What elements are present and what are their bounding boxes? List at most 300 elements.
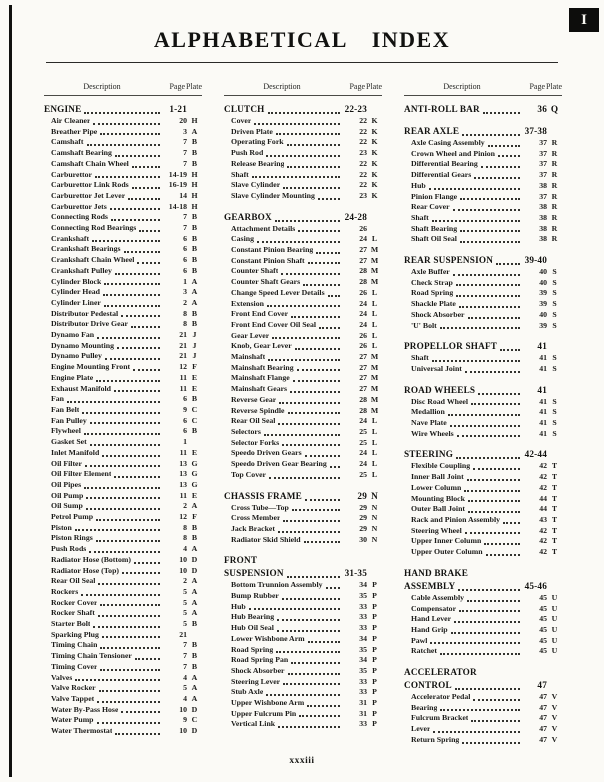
- entry-description: Starter Bolt: [51, 619, 91, 629]
- entry-plate: T: [551, 547, 558, 557]
- entry-page: 33: [359, 612, 367, 622]
- entry-plate: K: [371, 169, 378, 179]
- dot-leader: [456, 284, 520, 286]
- entry-description: Cylinder Head: [51, 287, 101, 297]
- entry-page: 8: [183, 533, 187, 543]
- dot-leader: [89, 551, 160, 553]
- entry-page: 38: [539, 223, 547, 233]
- entry-page: 27: [359, 352, 367, 362]
- entry-description: Compensator: [411, 603, 457, 613]
- index-entry: [44, 277, 202, 288]
- index-entry: [44, 705, 202, 716]
- entry-description: Road Spring Pan: [231, 655, 289, 665]
- entry-plate: A: [191, 586, 198, 596]
- index-entry: [404, 494, 562, 505]
- entry-description: Camshaft Bearing: [51, 148, 112, 158]
- index-entry: [224, 677, 382, 688]
- dot-leader: [275, 220, 340, 222]
- entry-page: 40: [539, 309, 547, 319]
- entry-description: Oil Filter Element: [51, 469, 112, 479]
- dot-leader: [440, 653, 520, 655]
- index-entry: [404, 692, 562, 703]
- entry-plate: L: [371, 469, 378, 479]
- index-section: [404, 448, 562, 557]
- dot-leader: [121, 711, 160, 713]
- section-page: 36: [537, 104, 547, 114]
- entry-plate: K: [371, 116, 378, 125]
- index-entry: [44, 373, 202, 384]
- dot-leader: [134, 562, 160, 564]
- entry-plate: R: [551, 223, 558, 233]
- entry-description: Oil Pump: [51, 490, 84, 500]
- index-entry: [404, 159, 562, 170]
- section-title-row: [224, 490, 382, 503]
- entry-page: 37: [539, 138, 547, 147]
- entry-page: 47: [539, 724, 547, 734]
- section-page: 37-38: [524, 126, 547, 136]
- index-entry: [224, 655, 382, 666]
- entry-plate: U: [551, 592, 558, 602]
- entry-page: 45: [539, 614, 547, 624]
- dot-leader: [135, 658, 160, 660]
- entry-plate: M: [370, 405, 379, 415]
- entry-description: Speedo Driven Gear Bearing: [231, 459, 327, 469]
- entry-plate: E: [191, 372, 198, 382]
- entry-page: 8: [183, 522, 187, 532]
- index-entry: [224, 191, 382, 202]
- entry-description: Constant Pinion Shaft: [231, 255, 305, 265]
- index-entry: [224, 602, 382, 613]
- index-entry: [404, 353, 562, 364]
- index-entry: [44, 683, 202, 694]
- entry-description: Crown Wheel and Pinion: [411, 148, 495, 158]
- dot-leader: [458, 589, 520, 591]
- dot-leader: [486, 554, 520, 556]
- entry-description: 'U' Bolt: [411, 320, 437, 330]
- dot-leader: [307, 705, 340, 707]
- entry-description: Upper Wishbone Arm: [231, 698, 305, 708]
- entry-plate: R: [551, 170, 558, 180]
- entry-description: Gear Lever: [231, 330, 270, 340]
- index-column-2: [224, 82, 382, 755]
- entry-page: 22: [359, 126, 367, 136]
- index-entry: [224, 416, 382, 427]
- index-entry: [224, 634, 382, 645]
- entry-description: Radiator Skid Shield: [231, 534, 301, 544]
- entry-plate: N: [371, 534, 378, 544]
- entry-description: Outer Ball Joint: [411, 504, 466, 514]
- section-title-row: [404, 580, 562, 593]
- entry-page: 25: [359, 437, 367, 447]
- entry-description: Crankshaft Chain Wheel: [51, 255, 135, 265]
- entry-plate: A: [191, 693, 198, 703]
- index-entry: [44, 148, 202, 159]
- entry-page: 11: [179, 490, 187, 500]
- index-entry: [224, 384, 382, 395]
- dot-leader: [297, 369, 340, 371]
- entry-description: Driven Plate: [231, 126, 273, 136]
- entry-page: 45: [539, 603, 547, 613]
- entry-page: 7: [183, 137, 187, 147]
- dot-leader: [115, 733, 160, 735]
- dot-leader: [498, 155, 520, 157]
- dot-leader: [97, 722, 160, 724]
- section-title-row: [44, 103, 202, 116]
- dot-leader: [429, 188, 520, 190]
- column-header-page: Page: [349, 82, 365, 91]
- index-entry: [404, 636, 562, 647]
- dot-leader: [105, 358, 160, 360]
- section-title: ROAD WHEELS: [404, 384, 476, 395]
- column-header-page: Page: [529, 82, 545, 91]
- dot-leader: [292, 509, 340, 511]
- entry-description: Oil Filter: [51, 458, 82, 468]
- entry-plate: F: [192, 512, 197, 522]
- entry-page: 41: [539, 428, 547, 438]
- index-entry: [404, 202, 562, 213]
- dot-leader: [97, 701, 160, 703]
- section-title-row: [404, 448, 562, 461]
- entry-plate: K: [371, 148, 378, 158]
- index-entry: [44, 640, 202, 651]
- entry-description: Attachment Details: [231, 223, 296, 233]
- entry-page: 13: [179, 458, 187, 468]
- entry-plate: T: [551, 514, 558, 524]
- entry-description: Shaft Oil Seal: [411, 234, 457, 244]
- index-entry: [224, 470, 382, 481]
- dot-leader: [252, 176, 340, 178]
- entry-description: Reverse Spindle: [231, 405, 285, 415]
- entry-description: Oil Sump: [51, 501, 83, 511]
- dot-leader: [299, 715, 340, 717]
- entry-page: 45: [539, 592, 547, 602]
- entry-plate: A: [191, 287, 198, 297]
- entry-description: Jack Bracket: [231, 523, 275, 533]
- entry-plate: B: [191, 255, 198, 265]
- entry-description: Timing Cover: [51, 661, 98, 671]
- section-title-row: [404, 567, 562, 580]
- dot-leader: [287, 576, 340, 578]
- dot-leader: [451, 632, 520, 634]
- index-entry: [404, 278, 562, 289]
- entry-description: Rear Oil Seal: [231, 416, 276, 426]
- entry-plate: S: [552, 288, 557, 298]
- dot-leader: [453, 209, 520, 211]
- index-entry: [224, 299, 382, 310]
- entry-description: Engine Mounting Front: [51, 362, 131, 372]
- section-title: FRONT: [224, 555, 258, 566]
- entry-page: 44: [539, 493, 547, 503]
- index-entry: [224, 256, 382, 267]
- dot-leader: [266, 155, 340, 157]
- entry-plate: T: [551, 482, 558, 492]
- column-header: [404, 82, 562, 96]
- index-entry: [224, 137, 382, 148]
- index-entry: [44, 234, 202, 245]
- entry-plate: S: [552, 396, 557, 406]
- section-title-row: [404, 125, 562, 138]
- index-entry: [404, 149, 562, 160]
- entry-plate: K: [371, 180, 378, 190]
- dot-leader: [90, 444, 160, 446]
- dot-leader: [483, 112, 520, 114]
- entry-page: 5: [183, 597, 187, 607]
- entry-description: Hand Lever: [411, 614, 452, 624]
- entry-description: Hand Grip: [411, 624, 448, 634]
- entry-plate: T: [551, 536, 558, 546]
- dot-leader: [473, 699, 520, 701]
- entry-page: 33: [359, 687, 367, 697]
- index-column-3: [404, 82, 562, 755]
- entry-description: Slave Cylinder Mounting: [231, 190, 315, 200]
- entry-description: Release Bearing: [231, 158, 285, 168]
- entry-description: Selectors: [231, 426, 261, 436]
- section-title: PROPELLOR SHAFT: [404, 341, 498, 352]
- dot-leader: [304, 541, 340, 543]
- dot-leader: [303, 284, 340, 286]
- entry-page: 24: [359, 459, 367, 469]
- entry-page: 9: [183, 404, 187, 414]
- entry-plate: U: [551, 603, 558, 613]
- entry-plate: L: [371, 448, 378, 458]
- dot-leader: [96, 380, 160, 382]
- entry-page: 5: [183, 608, 187, 618]
- index-entry: [404, 614, 562, 625]
- entry-description: Timing Chain: [51, 640, 98, 650]
- index-columns: [44, 82, 562, 755]
- entry-plate: P: [372, 676, 377, 686]
- section-title: CLUTCH: [224, 104, 265, 114]
- entry-description: Pinion Flange: [411, 191, 458, 201]
- dot-leader: [132, 166, 160, 168]
- entry-description: Bump Rubber: [231, 591, 279, 601]
- entry-description: Water By-Pass Hose: [51, 704, 119, 714]
- dot-leader: [440, 327, 520, 329]
- entry-description: Mainshaft Flange: [231, 373, 290, 383]
- entry-plate: L: [371, 287, 378, 297]
- dot-leader: [84, 112, 160, 114]
- entry-page: 42: [539, 547, 547, 557]
- entry-description: Lever: [411, 724, 431, 734]
- entry-page: 4: [183, 544, 187, 554]
- entry-plate: L: [371, 459, 378, 469]
- index-entry: [404, 170, 562, 181]
- entry-page: 37: [539, 170, 547, 180]
- dot-leader: [283, 683, 340, 685]
- entry-page: 6: [183, 255, 187, 265]
- entry-description: Crankshaft: [51, 233, 90, 243]
- entry-page: 39: [539, 299, 547, 309]
- entry-plate: P: [372, 655, 377, 665]
- entry-description: Change Speed Lever Details: [231, 287, 325, 297]
- entry-plate: S: [552, 418, 557, 428]
- dot-leader: [503, 522, 520, 524]
- entry-description: Check Strap: [411, 277, 453, 287]
- index-entry: [224, 288, 382, 299]
- index-section: [224, 103, 382, 202]
- entry-description: Knob, Gear Lever: [231, 341, 292, 351]
- section-title-row: [404, 679, 562, 692]
- entry-page: 7: [183, 223, 187, 233]
- entry-page: 12: [179, 362, 187, 372]
- column-header-page: Page: [169, 82, 185, 91]
- section-title-row: [224, 103, 382, 116]
- index-entry: [404, 713, 562, 724]
- dot-leader: [85, 465, 160, 467]
- entry-plate: L: [371, 319, 378, 329]
- entry-plate: S: [552, 299, 557, 309]
- entry-plate: J: [192, 330, 197, 340]
- dot-leader: [268, 112, 340, 114]
- index-entry: [224, 427, 382, 438]
- entry-plate: S: [552, 320, 557, 330]
- entry-page: 21: [179, 629, 187, 639]
- entry-description: Mainshaft Gears: [231, 384, 288, 394]
- entry-description: Inner Ball Joint: [411, 472, 464, 482]
- entry-plate: A: [191, 544, 198, 554]
- section-page: 41: [537, 384, 547, 395]
- entry-description: Rockers: [51, 586, 79, 596]
- entry-description: Slave Cylinder: [231, 180, 281, 190]
- dot-leader: [278, 531, 340, 533]
- entry-description: Front End Cover Oil Seal: [231, 319, 317, 329]
- entry-page: 42: [539, 536, 547, 546]
- index-entry: [404, 483, 562, 494]
- entry-description: Axle Buffer: [411, 267, 450, 277]
- dot-leader: [92, 240, 160, 242]
- index-entry: [224, 352, 382, 363]
- index-entry: [404, 429, 562, 440]
- dot-leader: [115, 273, 160, 275]
- entry-page: 38: [539, 202, 547, 212]
- column-header-description: Description: [443, 82, 481, 91]
- dot-leader: [281, 273, 340, 275]
- dot-leader: [67, 401, 160, 403]
- entry-description: Radiator Hose (Bottom): [51, 554, 131, 564]
- dot-leader: [75, 529, 160, 531]
- entry-description: Rear Oil Seal: [51, 576, 96, 586]
- title-divider: [46, 62, 558, 63]
- dot-leader: [93, 123, 160, 125]
- entry-plate: D: [191, 704, 198, 714]
- section-page: 24-28: [344, 211, 367, 222]
- entry-page: 29: [359, 513, 367, 523]
- entry-plate: L: [371, 426, 378, 436]
- section-title: CHASSIS FRAME: [224, 490, 302, 501]
- dot-leader: [288, 673, 340, 675]
- section-title: REAR AXLE: [404, 126, 460, 136]
- entry-page: 2: [183, 501, 187, 511]
- dot-leader: [291, 316, 340, 318]
- index-entry: [224, 148, 382, 159]
- dot-leader: [249, 608, 340, 610]
- entry-plate: V: [551, 713, 558, 723]
- entry-page: 30: [359, 534, 367, 544]
- entry-description: Air Cleaner: [51, 116, 91, 125]
- entry-description: Shock Absorber: [231, 665, 285, 675]
- entry-plate: B: [191, 308, 198, 318]
- index-entry: [224, 623, 382, 634]
- index-entry: [224, 341, 382, 352]
- entry-plate: M: [370, 362, 379, 372]
- entry-page: 7: [183, 148, 187, 158]
- entry-plate: P: [372, 612, 377, 622]
- entry-page: 6: [183, 426, 187, 436]
- entry-page: 27: [359, 384, 367, 394]
- entry-description: Mainshaft: [231, 352, 266, 362]
- entry-page: 47: [539, 734, 547, 744]
- entry-description: Lower Wishbone Arm: [231, 633, 305, 643]
- entry-description: Cross Tube—Top: [231, 502, 289, 512]
- index-section: [224, 554, 382, 730]
- entry-plate: E: [191, 383, 198, 393]
- entry-description: Dynamo Mounting: [51, 340, 115, 350]
- entry-description: Differential Bearing: [411, 159, 478, 169]
- entry-plate: B: [191, 148, 198, 158]
- entry-page: 26: [359, 287, 367, 297]
- index-entry: [404, 181, 562, 192]
- index-entry: [44, 448, 202, 459]
- index-entry: [224, 266, 382, 277]
- entry-plate: M: [370, 394, 379, 404]
- entry-plate: B: [191, 619, 198, 629]
- dot-leader: [316, 252, 340, 254]
- entry-plate: P: [372, 601, 377, 611]
- section-title-row: [404, 254, 562, 267]
- entry-page: 45: [539, 635, 547, 645]
- dot-leader: [468, 511, 520, 513]
- entry-description: Vertical Link: [231, 719, 276, 729]
- dot-leader: [471, 403, 520, 405]
- entry-description: Cable Assembly: [411, 592, 465, 602]
- dot-leader: [453, 274, 520, 276]
- entry-plate: D: [191, 565, 198, 575]
- entry-plate: B: [191, 533, 198, 543]
- entry-description: Sparking Plug: [51, 629, 99, 639]
- dot-leader: [100, 604, 160, 606]
- entry-page: 33: [359, 601, 367, 611]
- dot-leader: [96, 519, 160, 521]
- section-title: GEARBOX: [224, 211, 272, 222]
- entry-plate: A: [191, 276, 198, 286]
- dot-leader: [465, 371, 520, 373]
- entry-page: 5: [183, 619, 187, 629]
- entry-page: 7: [183, 158, 187, 168]
- section-title-row: [404, 340, 562, 353]
- entry-page: 33: [359, 623, 367, 633]
- index-entry: [224, 373, 382, 384]
- section-page: 29: [357, 490, 367, 501]
- entry-plate: G: [191, 479, 198, 489]
- dot-leader: [104, 283, 160, 285]
- dot-leader: [98, 615, 160, 617]
- section-plate: Q: [550, 104, 559, 114]
- dot-leader: [433, 731, 520, 733]
- entry-description: Speedo Driven Gears: [231, 448, 302, 458]
- entry-page: 41: [539, 363, 547, 373]
- entry-plate: U: [551, 614, 558, 624]
- index-entry: [404, 593, 562, 604]
- entry-description: Reverse Gear: [231, 394, 277, 404]
- index-entry: [404, 288, 562, 299]
- dot-leader: [100, 133, 160, 135]
- dot-leader: [484, 543, 520, 545]
- entry-plate: U: [551, 624, 558, 634]
- entry-description: Valve Rocker: [51, 683, 96, 693]
- entry-page: 39: [539, 320, 547, 330]
- dot-leader: [122, 572, 160, 574]
- entry-plate: S: [552, 407, 557, 417]
